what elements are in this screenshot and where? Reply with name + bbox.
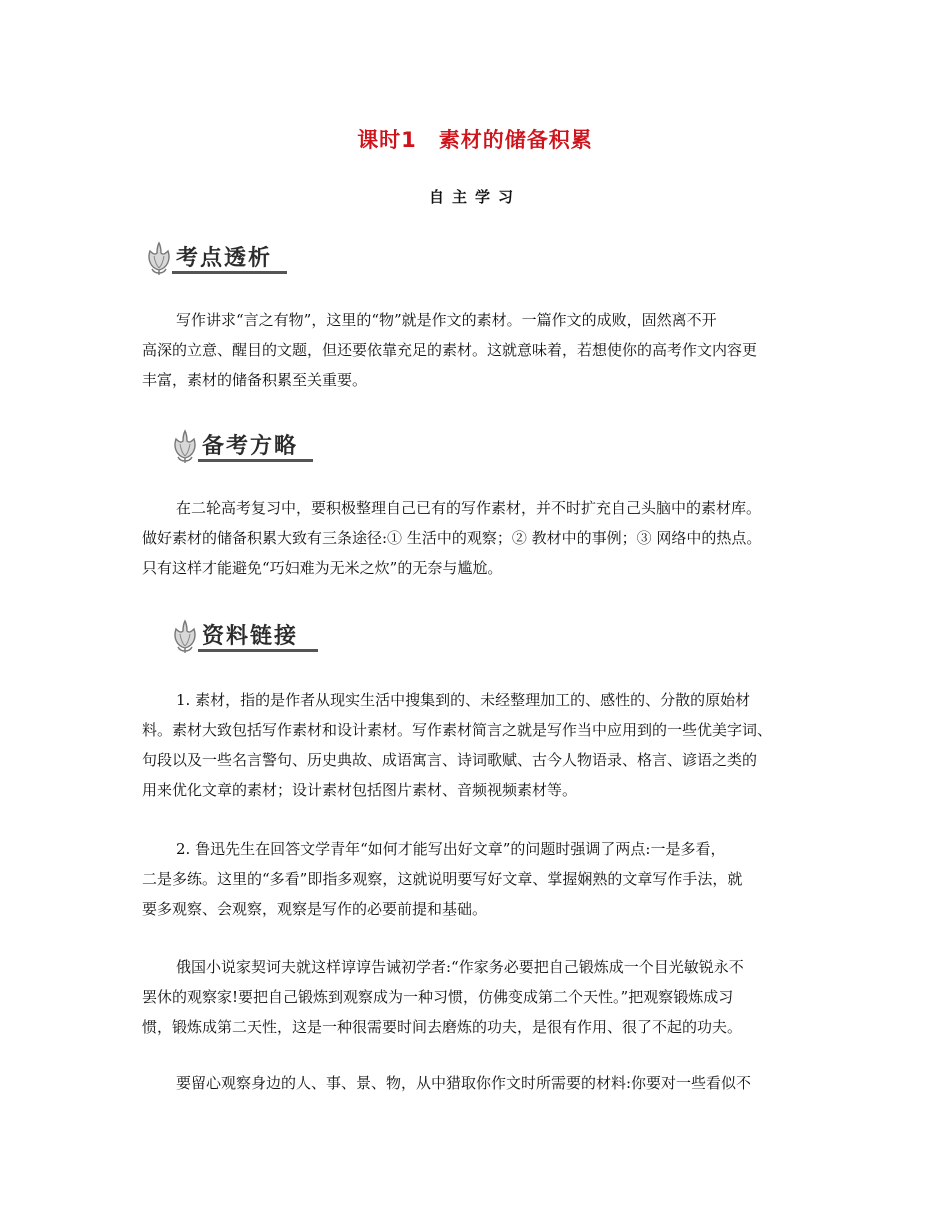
paragraph — [142, 1068, 814, 1098]
paragraph-line: 罢休的观察家!要把自己锻炼到观察成为一种习惯，仿佛变成第二个天性。”把观察锻炼成习 — [142, 988, 734, 1006]
heading-underline — [198, 459, 313, 462]
paragraph-line: 俄国小说家契诃夫就这样谆谆告诫初学者:“作家务必要把自己锻炼成一个目光敏锐永不 — [176, 958, 744, 976]
flower-bud-icon — [142, 240, 176, 276]
heading-underline — [172, 271, 287, 274]
paragraph-line: 要多观察、会观察，观察是写作的必要前提和基础。 — [142, 900, 488, 918]
paragraph — [142, 952, 814, 1042]
lesson-subtitle: 自主学习 — [428, 188, 521, 206]
paragraph — [142, 685, 814, 805]
paragraph-line: 二是多练。这里的“多看”即指多观察，这就说明要写好文章、掌握娴熟的文章写作手法，就 — [142, 870, 743, 888]
flower-bud-icon — [168, 618, 202, 654]
paragraph-line: 写作讲求“言之有物”，这里的“物”就是作文的素材。一篇作文的成败，固然离不开 — [176, 311, 717, 329]
paragraph — [142, 834, 814, 924]
paragraph-line: 在二轮高考复习中，要积极整理自己已有的写作素材，并不时扩充自己头脑中的素材库。 — [176, 499, 762, 517]
paragraph-line: 做好素材的储备积累大致有三条途径:① 生活中的观察；② 教材中的事例；③ 网络中的热点。 — [142, 529, 762, 547]
paragraph-line: 高深的立意、醒目的文题，但还要依靠充足的素材。这就意味着，若想使你的高考作文内容更 — [142, 341, 758, 359]
paragraph-line: 只有这样才能避免“巧妇难为无米之炊”的无奈与尴尬。 — [142, 559, 503, 577]
heading-underline — [198, 649, 318, 652]
paragraph-line: 料。素材大致包括写作素材和设计素材。写作素材简言之就是写作当中应用到的一些优美字词、 — [142, 721, 773, 739]
flower-bud-icon — [168, 428, 202, 464]
paragraph — [142, 493, 814, 583]
paragraph-line: 要留心观察身边的人、事、景、物，从中猎取你作文时所需要的材料:你要对一些看似不 — [176, 1074, 752, 1092]
paragraph-line: 丰富，素材的储备积累至关重要。 — [142, 371, 368, 389]
section-heading-label: 资料链接 — [202, 624, 299, 649]
paragraph-line: 句段以及一些名言警句、历史典故、成语寓言、诗词歌赋、古今人物语录、格言、谚语之类的 — [142, 751, 758, 769]
paragraph-line: 惯，锻炼成第二天性，这是一种很需要时间去磨炼的功夫，是很有作用、很了不起的功夫。 — [142, 1018, 743, 1036]
paragraph-line: 2. 鲁迅先生在回答文学青年“如何才能写出好文章”的问题时强调了两点:一是多看， — [176, 840, 726, 858]
paragraph — [142, 305, 814, 395]
paragraph-line: 用来优化文章的素材；设计素材包括图片素材、音频视频素材等。 — [142, 781, 578, 799]
section-heading-label: 备考方略 — [202, 434, 299, 459]
lesson-title: 课时1 素材的储备积累 — [357, 128, 593, 152]
paragraph-line: 1. 素材，指的是作者从现实生活中搜集到的、未经整理加工的、感性的、分散的原始材 — [176, 691, 751, 709]
section-heading-label: 考点透析 — [176, 246, 273, 271]
